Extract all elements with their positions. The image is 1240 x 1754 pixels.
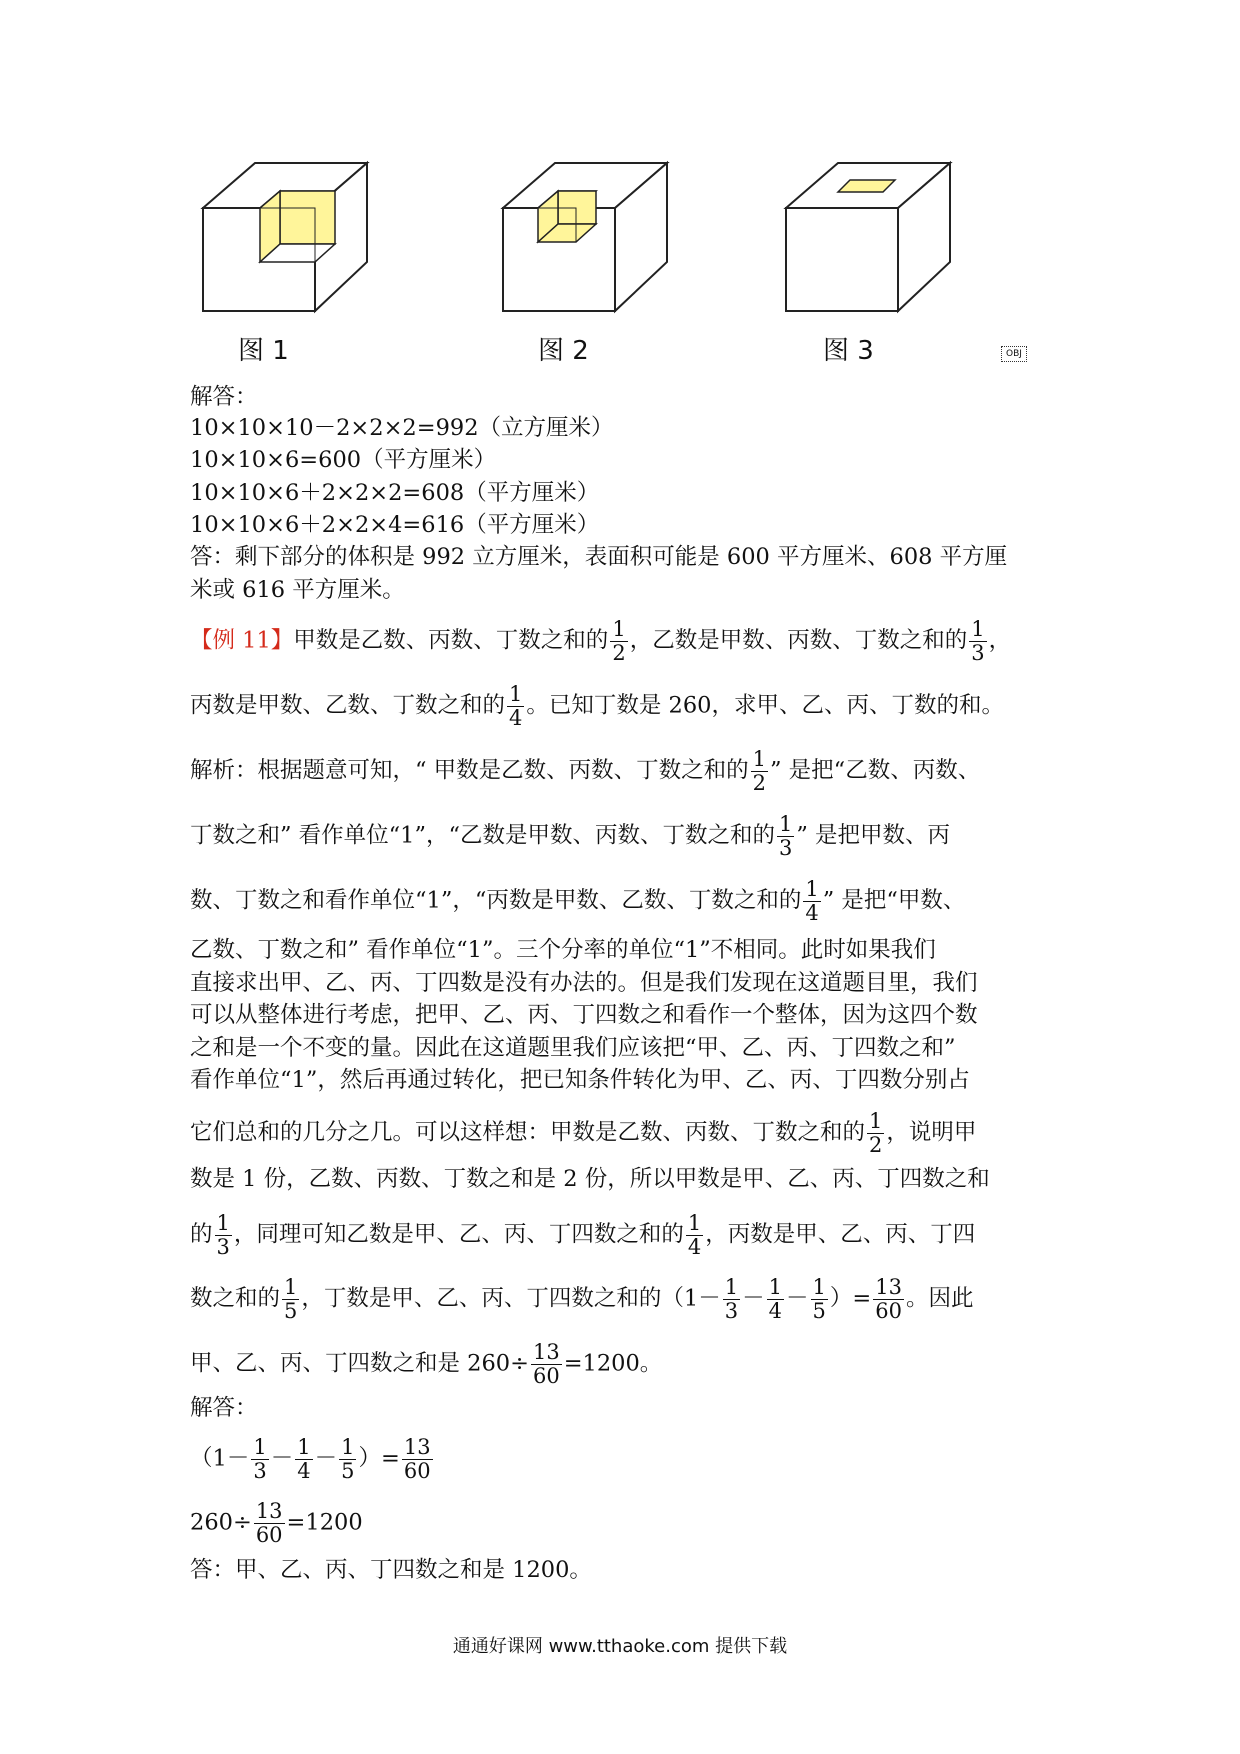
figure-1 [200, 160, 380, 322]
fraction: $\frac{1}{4}$ [297, 1435, 311, 1483]
example-question-line-2: 丙数是甲数、乙数、丁数之和的 $\frac{1}{4}$ 。已知丁数是 260，求甲、乙、丙、丁数的和。 [190, 682, 1004, 730]
analysis-line: 它们总和的几分之几。可以这样想：甲数是乙数、丙数、丁数之和的 $\frac{1}{2}$ ，说明甲 [190, 1109, 977, 1157]
analysis-line: 的 $\frac{1}{3}$ ，同理可知乙数是甲、乙、丙、丁四数之和的 $\frac{1}{4}$ ，丙数是甲、乙、丙、丁四 [190, 1211, 976, 1259]
figure-3-caption: 图 3 [823, 336, 874, 366]
analysis-line: 之和是一个不变的量。因此在这道题里我们应该把“甲、乙、丙、丁四数之和” [190, 1035, 956, 1061]
fraction: $\frac{13}{60}$ [532, 1340, 560, 1388]
analysis-line: 甲、乙、丙、丁四数之和是 260÷ $\frac{13}{60}$ =1200。 [190, 1340, 663, 1388]
fraction: $\frac{1}{2}$ [612, 617, 626, 665]
figure-2-caption: 图 2 [538, 336, 589, 366]
fraction: $\frac{1}{4}$ [509, 682, 523, 730]
footer-credit: 通通好课网 www.tthaoke.com 提供下载 [452, 1636, 788, 1657]
answer-label: 解答： [190, 384, 258, 410]
answer-line: 米或 616 平方厘米。 [190, 577, 405, 603]
fraction: $\frac{13}{60}$ [875, 1275, 902, 1323]
solution-line: 260÷ $\frac{13}{60}$ =1200 [190, 1499, 363, 1547]
analysis-line: 数、丁数之和看作单位“1”，“丙数是甲数、乙数、丁数之和的 $\frac{1}{4}$ ” 是把“甲数、 [190, 877, 966, 925]
fraction: $\frac{1}{4}$ [768, 1275, 782, 1323]
answer-line: 10×10×6=600（平方厘米） [190, 447, 497, 473]
obj-marker: OBJ [1001, 346, 1027, 362]
analysis-line: 数之和的 $\frac{1}{5}$ ，丁数是甲、乙、丙、丁四数之和的（1－ $\frac{1}{3}$ － $\frac{1}{4}$ － $\frac{1}{5}$ ）= $\frac{13}{60}$ 。因此 [190, 1275, 974, 1323]
analysis-line: 丁数之和” 看作单位“1”，“乙数是甲数、丙数、丁数之和的 $\frac{1}{3}$ ” 是把甲数、丙 [190, 812, 951, 860]
fraction: $\frac{1}{5}$ [341, 1435, 355, 1483]
fraction: $\frac{1}{5}$ [284, 1275, 298, 1323]
fraction: $\frac{1}{3}$ [778, 812, 793, 860]
fraction: $\frac{1}{2}$ [752, 747, 767, 795]
analysis-line: 可以从整体进行考虑，把甲、乙、丙、丁四数之和看作一个整体，因为这四个数 [190, 1002, 978, 1028]
solution-line: （1－ $\frac{1}{3}$ － $\frac{1}{4}$ － $\frac{1}{5}$ ）= $\frac{13}{60}$ [190, 1435, 431, 1483]
solution-label: 解答： [190, 1395, 258, 1421]
answer-line: 10×10×10－2×2×2=992（立方厘米） [190, 415, 614, 441]
fraction: $\frac{13}{60}$ [403, 1435, 431, 1483]
fraction: $\frac{13}{60}$ [255, 1499, 283, 1547]
figure-1-caption: 图 1 [238, 336, 289, 366]
figure-3 [783, 160, 963, 322]
fraction: $\frac{1}{2}$ [869, 1109, 883, 1157]
analysis-line: 看作单位“1”，然后再通过转化，把已知条件转化为甲、乙、丙、丁四数分别占 [190, 1067, 970, 1093]
example-question-line-1: 【例 11】甲数是乙数、丙数、丁数之和的 $\frac{1}{2}$ ，乙数是甲数、丙数、丁数之和的 $\frac{1}{3}$ ， [190, 617, 1012, 665]
fraction: $\frac{1}{3}$ [971, 617, 985, 665]
answer-line: 10×10×6＋2×2×4=616（平方厘米） [190, 512, 600, 538]
fraction: $\frac{1}{3}$ [253, 1435, 267, 1483]
example-tag: 【例 11】 [190, 627, 294, 654]
analysis-line: 乙数、丁数之和” 看作单位“1”。三个分率的单位“1”不相同。此时如果我们 [190, 937, 936, 963]
analysis-line: 数是 1 份，乙数、丙数、丁数之和是 2 份，所以甲数是甲、乙、丙、丁四数之和 [190, 1166, 990, 1192]
fraction: $\frac{1}{4}$ [687, 1211, 702, 1259]
fraction: $\frac{1}{3}$ [724, 1275, 739, 1323]
fraction: $\frac{1}{3}$ [216, 1211, 230, 1259]
answer-line: 答：剩下部分的体积是 992 立方厘米，表面积可能是 600 平方厘米、608 平方厘 [190, 544, 1008, 570]
solution-answer: 答：甲、乙、丙、丁四数之和是 1200。 [190, 1557, 592, 1583]
analysis-line: 解析：根据题意可知，“ 甲数是乙数、丙数、丁数之和的 $\frac{1}{2}$ ” 是把“乙数、丙数、 [190, 747, 981, 795]
analysis-line: 直接求出甲、乙、丙、丁四数是没有办法的。但是我们发现在这道题目里，我们 [190, 970, 978, 996]
answer-line: 10×10×6＋2×2×2=608（平方厘米） [190, 480, 600, 506]
fraction: $\frac{1}{5}$ [812, 1275, 826, 1323]
figure-2 [500, 160, 680, 322]
fraction: $\frac{1}{4}$ [805, 877, 819, 925]
